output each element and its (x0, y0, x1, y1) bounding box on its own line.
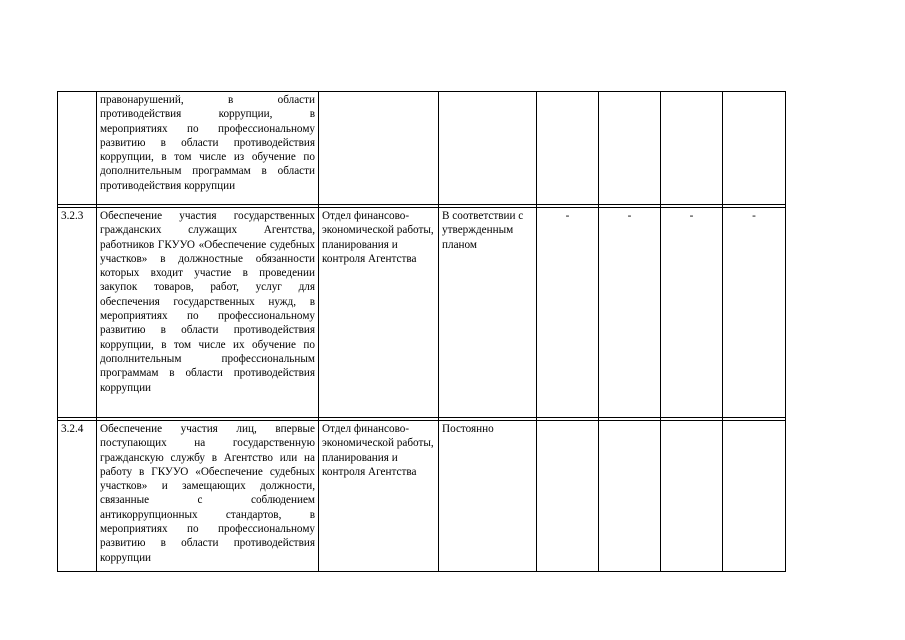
table-row (58, 421, 786, 572)
year-value: - (723, 208, 786, 418)
item-number (58, 92, 97, 205)
deadline: В соответствии с утвержденным планом (439, 208, 537, 418)
responsible-unit (319, 92, 439, 205)
year-value (599, 92, 661, 205)
year-value (661, 421, 723, 572)
year-value (661, 92, 723, 205)
year-value: - (537, 208, 599, 418)
table-row (58, 92, 786, 205)
anticorruption-plan-table (57, 91, 786, 572)
measure-description: Обеспечение участия государственных гражданских служащих Агентства, работников ГКУУО «Обеспечение судебных участков» в должностные обязанности которых входит участие в проведении закупок товаров, работ, услуг для обеспечения государственных нужд, в мероприятиях по профессиональному развитию в области противодействия коррупции, в том числе их обучение по дополнительным профессиональным программам в области противодействия коррупции (97, 208, 319, 418)
year-value: - (599, 208, 661, 418)
table-row (58, 208, 786, 418)
year-value: - (661, 208, 723, 418)
measure-description: правонарушений, в области противодействия коррупции, в мероприятиях по профессиональному развитию в области противодействия коррупции, в том числе из обучение по дополнительным программам в области противодействия коррупции (97, 92, 319, 205)
year-value (537, 92, 599, 205)
year-value (723, 92, 786, 205)
year-value (599, 421, 661, 572)
deadline (439, 92, 537, 205)
item-number: 3.2.4 (58, 421, 97, 572)
item-number: 3.2.3 (58, 208, 97, 418)
deadline: Постоянно (439, 421, 537, 572)
year-value (723, 421, 786, 572)
year-value (537, 421, 599, 572)
responsible-unit: Отдел финансово-экономической работы, планирования и контроля Агентства (319, 208, 439, 418)
responsible-unit: Отдел финансово-экономической работы, планирования и контроля Агентства (319, 421, 439, 572)
measure-description: Обеспечение участия лиц, впервые поступающих на государственную гражданскую службу в Агентство или на работу в ГКУУО «Обеспечение судебных участков» и замещающих должности, связанные с соблюдением антикоррупционных стандартов, в мероприятиях по профессиональному развитию в области противодействия коррупции (97, 421, 319, 572)
